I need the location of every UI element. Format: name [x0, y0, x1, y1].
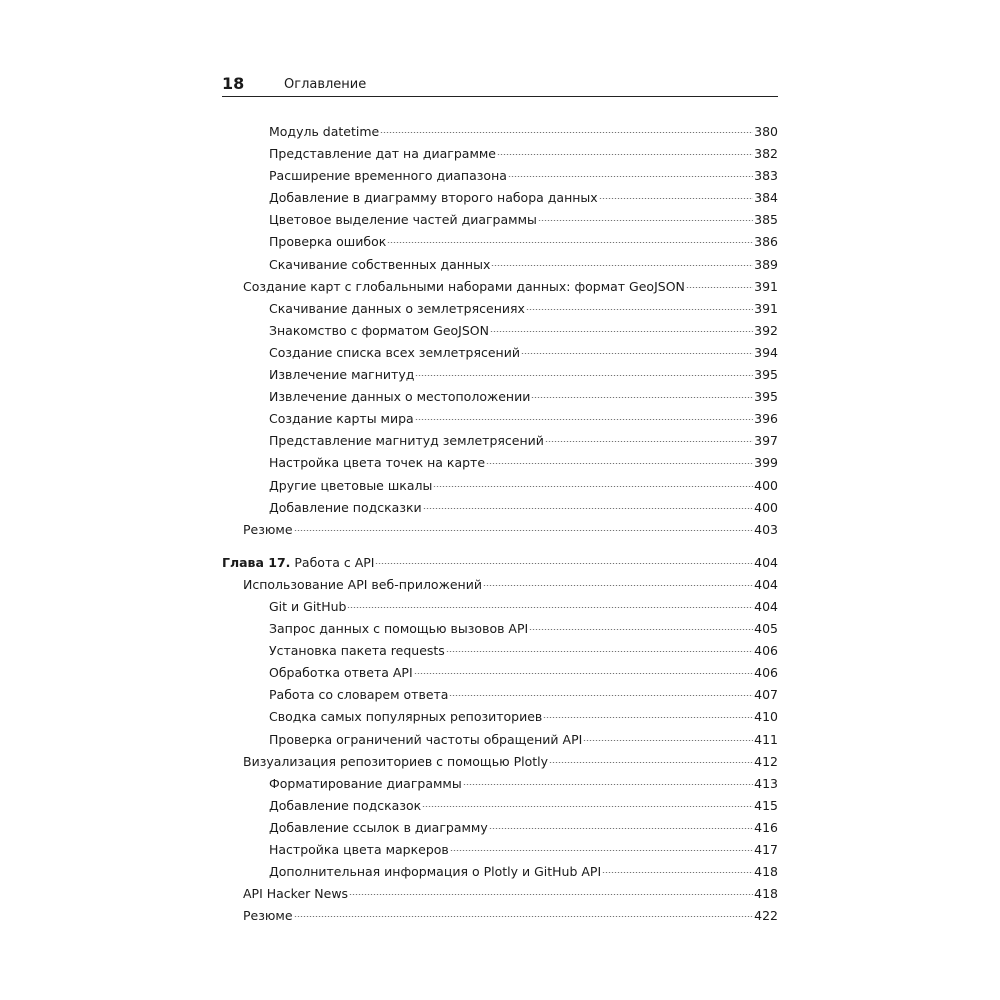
toc-entry-page: 383 [754, 168, 778, 184]
dot-leader [375, 560, 753, 564]
toc-entry-text: Скачивание данных о землетрясениях [269, 300, 525, 316]
toc-entry-page: 386 [754, 234, 778, 250]
toc-entry-title [243, 751, 548, 773]
toc-entry-text: Проверка ошибок [269, 234, 387, 250]
toc-entry [222, 254, 778, 276]
toc-entry-title [269, 187, 598, 209]
toc-entry-text: Настройка цвета точек на карте [269, 455, 486, 471]
toc-entry-text: Работа со словарем ответа [269, 687, 449, 703]
toc-chapter-entry [222, 552, 778, 574]
toc-entry [222, 165, 778, 187]
toc-entry-text: Скачивание собственных данных [269, 256, 491, 272]
dot-leader [380, 129, 753, 133]
toc-entry-text: Резюме [243, 908, 293, 924]
toc-entry-title [243, 883, 348, 905]
dot-leader [491, 262, 753, 266]
dot-leader [450, 847, 753, 851]
toc-entry [222, 497, 778, 519]
toc-entry [222, 452, 778, 474]
toc-entry-text: Извлечение данных о местоположении [269, 389, 531, 405]
toc-entry-text: Настройка цвета маркеров [269, 842, 449, 857]
dot-leader [686, 284, 753, 288]
dot-leader [521, 350, 753, 354]
toc-entry-title [269, 662, 413, 684]
toc-entry-page: 413 [754, 775, 778, 791]
toc-entry-page: 395 [754, 367, 778, 383]
dot-leader [538, 217, 753, 221]
toc-entry-page: 391 [754, 278, 778, 294]
toc-entry-page: 410 [754, 709, 778, 725]
dot-leader [483, 582, 753, 586]
toc-entry-text: Создание карты мира [269, 411, 414, 427]
dot-leader [490, 328, 753, 332]
dot-leader [415, 372, 753, 376]
toc-entry-page: 418 [754, 886, 778, 902]
dot-leader [433, 483, 753, 487]
dot-leader [422, 803, 753, 807]
toc-entry-title [222, 552, 374, 574]
toc-entry [222, 751, 778, 773]
dot-leader [414, 670, 754, 674]
toc-entry [222, 276, 778, 298]
toc-entry-title [269, 364, 414, 386]
toc-entry-title [269, 618, 528, 640]
toc-entry [222, 209, 778, 231]
toc-entry-text: Установка пакета requests [269, 643, 445, 659]
toc-entry [222, 231, 778, 253]
toc-entry [222, 430, 778, 452]
toc-entry-text: Представление магнитуд землетрясений [269, 433, 544, 449]
toc-entry [222, 706, 778, 728]
toc-entry-page: 404 [754, 576, 778, 592]
toc-entry-title [269, 839, 449, 861]
toc-entry-title [269, 386, 530, 408]
toc-entry [222, 662, 778, 684]
toc-entry [222, 574, 778, 596]
toc-entry-text: Создание списка всех землетрясений [269, 344, 520, 360]
toc-entry-text: Запрос данных с помощью вызовов API [269, 621, 529, 637]
toc-entry-page: 391 [754, 300, 778, 316]
page-header [222, 72, 778, 97]
toc-entry-title [269, 430, 544, 452]
toc-entry-page: 394 [754, 344, 778, 360]
toc-entry [222, 320, 778, 342]
toc-entry-title [243, 276, 685, 298]
toc-entry-text: Знакомство с форматом GeoJSON [269, 322, 489, 338]
toc-entry-page: 385 [754, 212, 778, 228]
toc-entry [222, 618, 778, 640]
dot-leader [347, 604, 753, 608]
toc-entry-text: API Hacker News [243, 886, 349, 902]
dot-leader [415, 416, 753, 420]
toc-entry-title [269, 408, 414, 430]
toc-entry-title [269, 452, 485, 474]
toc-entry-title [243, 905, 293, 927]
toc-entry-text: Цветовое выделение частей диаграммы [269, 212, 537, 228]
toc-entry-title [269, 320, 489, 342]
toc-entry-page: 397 [754, 433, 778, 449]
toc-entry [222, 861, 778, 883]
toc-entry-page: 418 [754, 864, 778, 880]
toc-entry-text: Другие цветовые шкалы [269, 477, 433, 493]
toc-entry-text: Добавление в диаграмму второго набора данных [269, 190, 598, 206]
toc-entry-title [269, 209, 537, 231]
toc-entry [222, 386, 778, 408]
toc-entry-title [243, 574, 482, 596]
toc-entry-text: Расширение временного диапазона [269, 168, 507, 184]
toc-entry-page: 416 [754, 819, 778, 835]
toc-entry-title [269, 817, 488, 839]
toc-entry-title [269, 231, 386, 253]
dot-leader [423, 505, 753, 509]
toc-entry-page: 400 [754, 477, 778, 493]
toc-entry [222, 817, 778, 839]
toc-entry-title [269, 121, 379, 143]
toc-entry-text: Форматирование диаграммы [269, 775, 462, 791]
toc-entry-text: Визуализация репозиториев с помощью Plotly [243, 753, 548, 769]
toc-entry-title [269, 143, 496, 165]
toc-entry [222, 475, 778, 497]
dot-leader [294, 527, 754, 531]
toc-entry-title [269, 475, 432, 497]
dot-leader [583, 737, 753, 741]
dot-leader [446, 648, 753, 652]
dot-leader [549, 759, 753, 763]
toc-entry-page: 412 [754, 753, 778, 769]
toc-entry [222, 596, 778, 618]
toc-entry-text: Использование API веб-приложений [243, 576, 482, 592]
toc-entry-page: 405 [754, 621, 778, 637]
dot-leader [387, 239, 753, 243]
toc-entry-text: Представление дат на диаграмме [269, 146, 496, 162]
toc-entry-page: 422 [754, 908, 778, 924]
toc-entry-page: 396 [754, 411, 778, 427]
toc-entry-text: Модуль datetime [269, 124, 380, 139]
toc-entry-text: Git и GitHub [269, 598, 347, 614]
toc-entry-page: 403 [754, 521, 778, 537]
toc-entry-text: Работа с API [294, 554, 375, 570]
toc-entry-page: 389 [754, 256, 778, 272]
toc-entry-page: 404 [754, 598, 778, 614]
toc-entry [222, 640, 778, 662]
toc-entry-page: 382 [754, 146, 778, 162]
toc-entry-title [269, 861, 601, 883]
toc-entry [222, 298, 778, 320]
toc-entry-page: 392 [754, 322, 778, 338]
dot-leader [489, 825, 753, 829]
table-of-contents [222, 121, 778, 927]
toc-entry-text: Дополнительная информация о Plotly и GitHub API [269, 864, 602, 880]
toc-entry-page: 407 [754, 687, 778, 703]
toc-entry [222, 883, 778, 905]
toc-entry-title [269, 640, 445, 662]
toc-entry-page: 384 [754, 190, 778, 206]
toc-entry [222, 408, 778, 430]
dot-leader [531, 394, 753, 398]
toc-entry-title [269, 254, 490, 276]
toc-entry-title [269, 684, 448, 706]
dot-leader [529, 626, 753, 630]
page-number: 18 [222, 74, 245, 93]
toc-entry-title [269, 165, 507, 187]
toc-entry [222, 519, 778, 541]
running-title: Оглавление [284, 77, 367, 92]
toc-entry [222, 187, 778, 209]
dot-leader [349, 891, 753, 895]
toc-entry-text: Создание карт с глобальными наборами данных: формат GeoJSON [243, 278, 685, 294]
toc-entry-page: 380 [754, 124, 778, 139]
toc-entry [222, 729, 778, 751]
toc-entry [222, 905, 778, 927]
dot-leader [486, 460, 753, 464]
toc-entry-title [269, 795, 421, 817]
toc-entry-title [269, 773, 462, 795]
dot-leader [497, 151, 753, 155]
toc-entry-text: Добавление ссылок в диаграмму [269, 819, 488, 835]
toc-entry-text: Сводка самых популярных репозиториев [269, 709, 543, 725]
dot-leader [508, 173, 753, 177]
toc-entry-page: 395 [754, 389, 778, 405]
toc-entry-page: 400 [754, 499, 778, 515]
toc-entry-text: Обработка ответа API [269, 665, 413, 681]
toc-entry [222, 121, 778, 143]
toc-entry [222, 773, 778, 795]
dot-leader [602, 869, 753, 873]
toc-entry-page: 399 [754, 455, 778, 471]
toc-entry [222, 342, 778, 364]
toc-entry-page: 406 [754, 665, 778, 681]
dot-leader [545, 438, 753, 442]
toc-entry-title [243, 519, 293, 541]
toc-entry [222, 143, 778, 165]
toc-entry-page: 411 [754, 731, 778, 747]
toc-entry-title [269, 596, 346, 618]
dot-leader [526, 306, 753, 310]
toc-entry [222, 795, 778, 817]
toc-entry-text: Проверка ограничений частоты обращений API [269, 731, 583, 747]
dot-leader [543, 714, 753, 718]
toc-entry-title [269, 497, 422, 519]
dot-leader [449, 692, 753, 696]
toc-entry-title [269, 706, 542, 728]
toc-entry-text: Добавление подсказки [269, 499, 422, 515]
dot-leader [463, 781, 753, 785]
toc-entry-text: Извлечение магнитуд [269, 367, 415, 383]
toc-entry-page: 404 [754, 554, 778, 570]
dot-leader [599, 195, 753, 199]
chapter-label: Глава 17. [222, 554, 291, 570]
toc-entry [222, 364, 778, 386]
dot-leader [294, 913, 754, 917]
toc-entry-page: 406 [754, 643, 778, 659]
toc-entry-page: 417 [754, 842, 778, 857]
toc-entry-text: Добавление подсказок [269, 797, 422, 813]
toc-entry-title [269, 298, 525, 320]
toc-entry-text: Резюме [243, 521, 293, 537]
toc-entry-title [269, 729, 582, 751]
toc-entry [222, 684, 778, 706]
toc-entry-page: 415 [754, 797, 778, 813]
toc-entry [222, 839, 778, 861]
toc-entry-title [269, 342, 520, 364]
